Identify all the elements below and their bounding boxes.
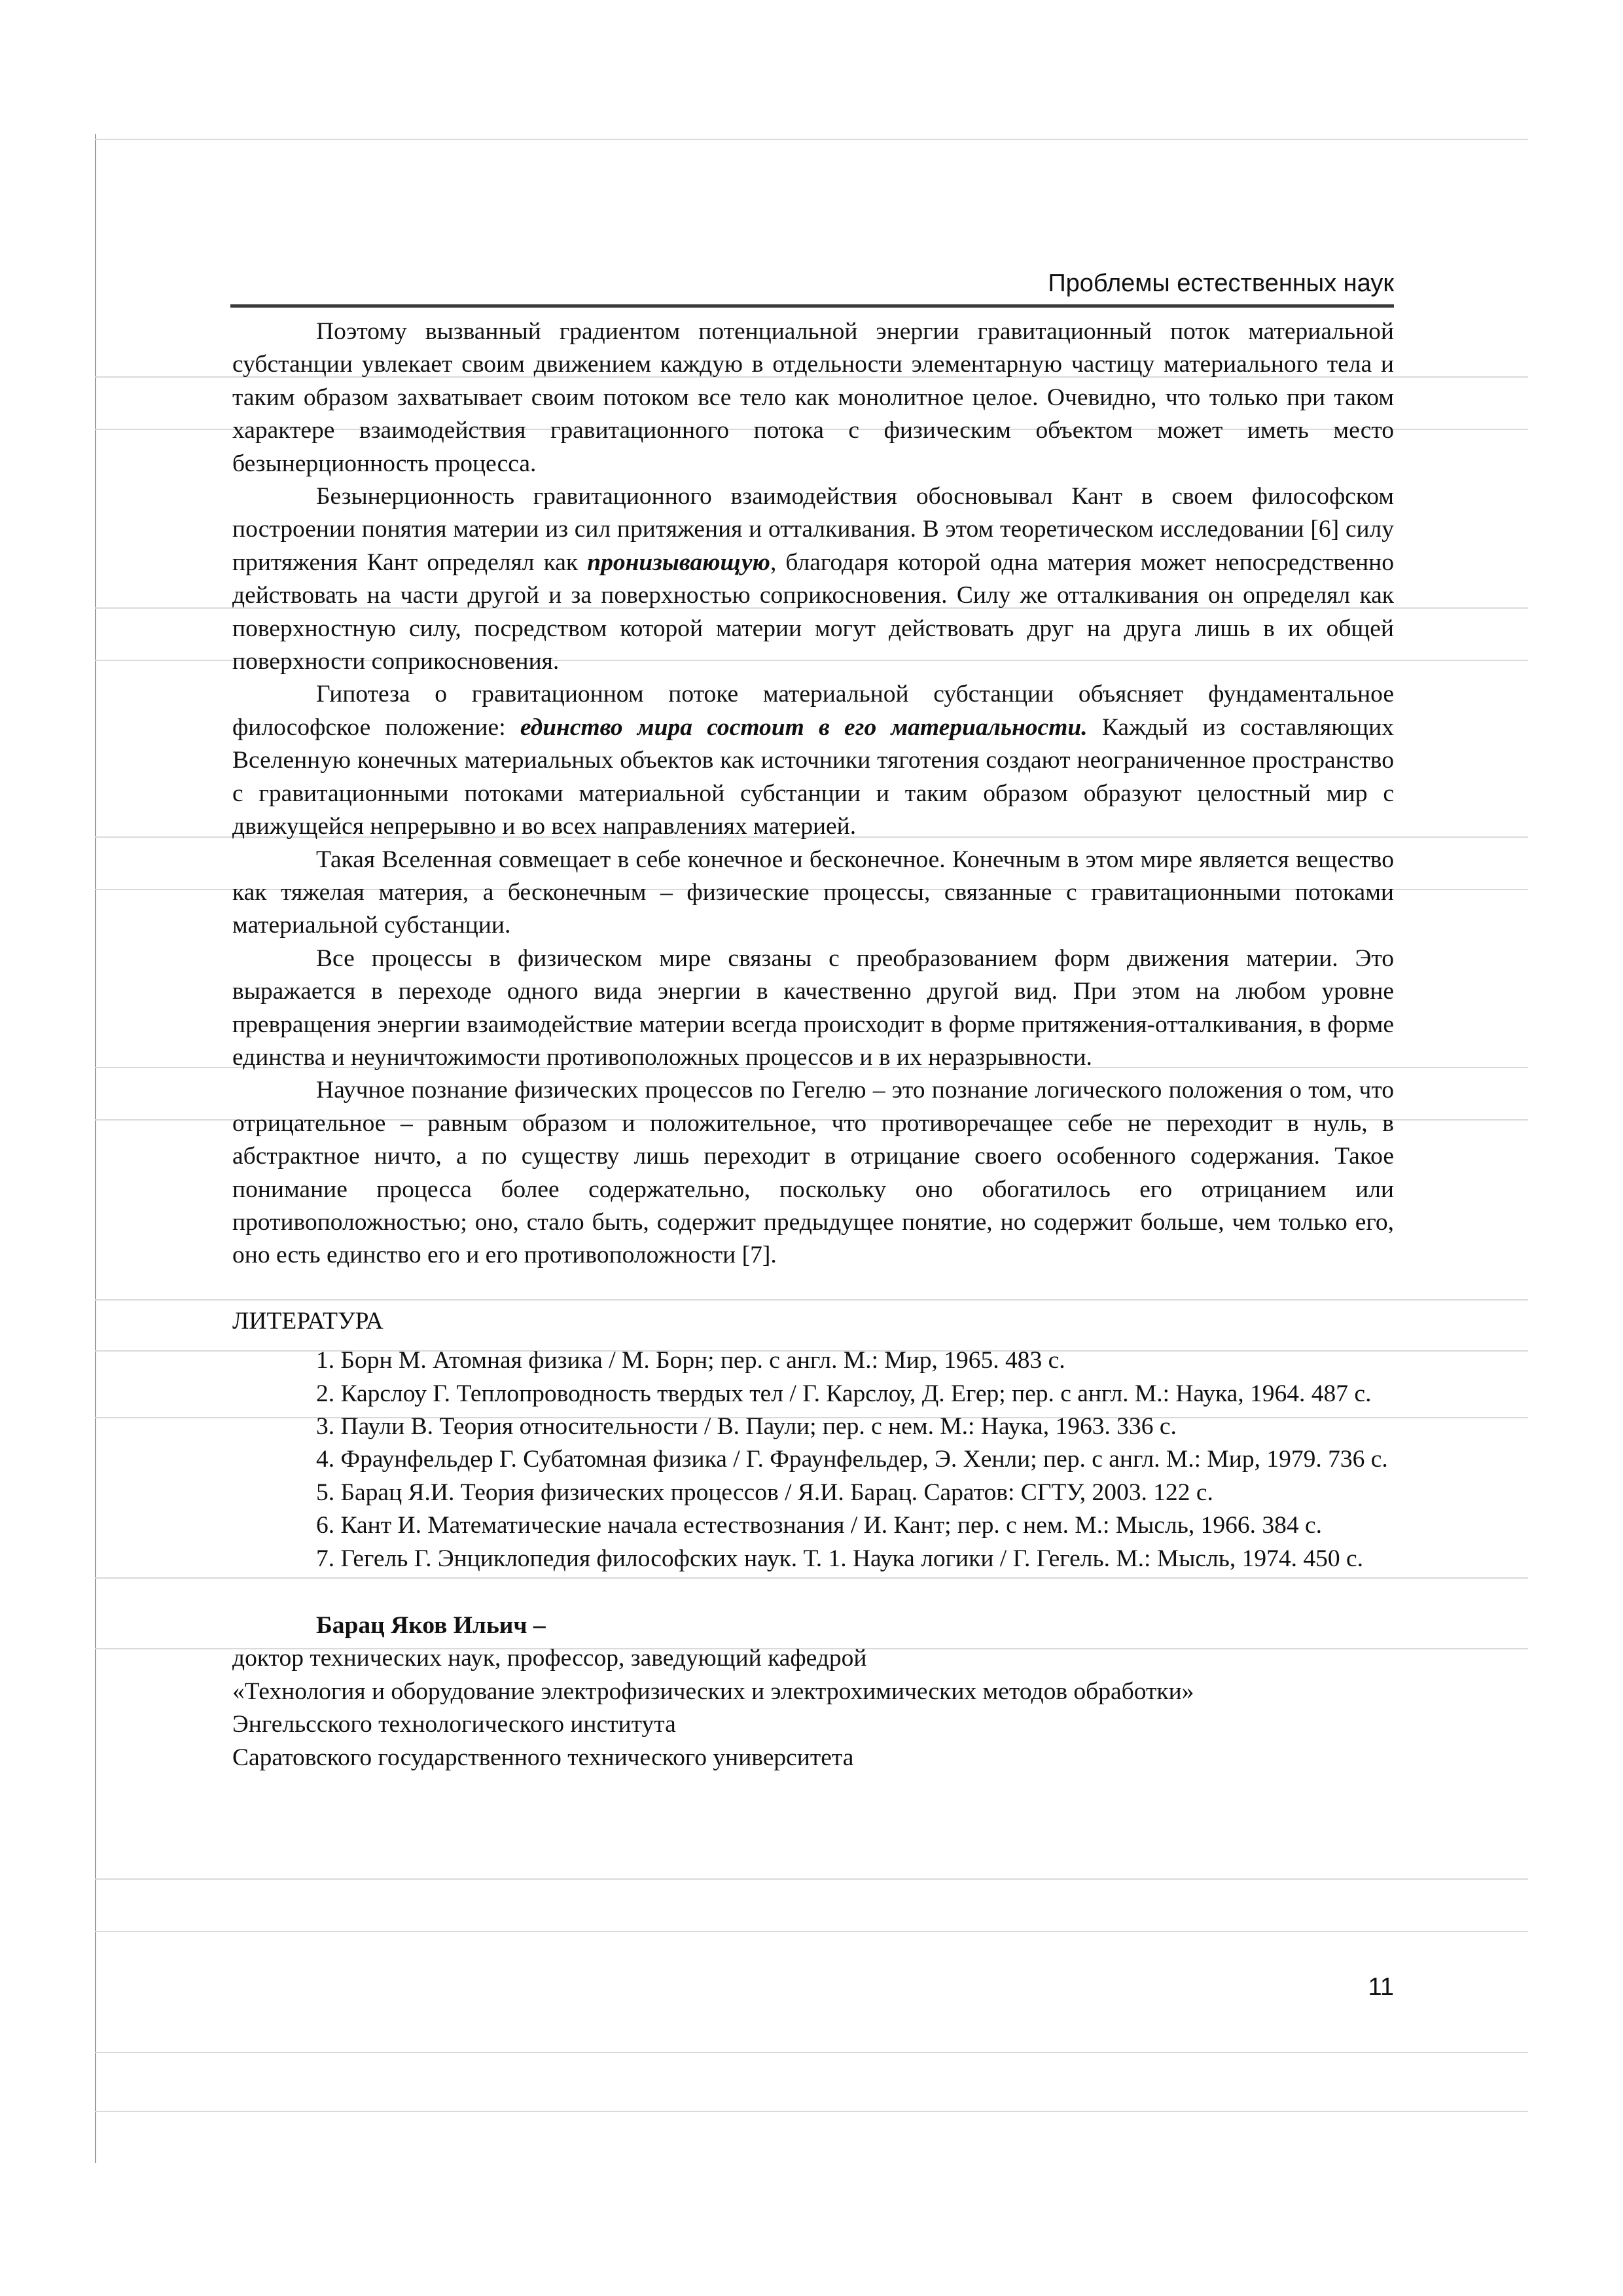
reference-item: 2. Карслоу Г. Теплопроводность твердых тел / Г. Карслоу, Д. Егер; пер. с англ. М.: Наука, 1964. 487 с.	[316, 1380, 1372, 1407]
paragraph-text: , благодаря которой одна материя может непосредственно действовать на части другой и за поверхностью соприкосновения. Силу же отталкивания он определял как поверхностную силу, посредством которой материи могут действовать друг на друга лишь в их общей поверхности соприкосновения.	[232, 548, 1395, 675]
reference-item: 6. Кант И. Математические начала естествознания / И. Кант; пер. с нем. М.: Мысль, 1966. 384 с.	[316, 1512, 1322, 1539]
references-list	[232, 1344, 1394, 1575]
paragraph-text: Гипотеза о гравитационном потоке материальной субстанции объясняет фундаментальное философское положение:	[232, 681, 1394, 741]
emphasis: единство мира состоит в его материальности.	[520, 713, 1088, 741]
author-info	[232, 1609, 1394, 1774]
grid-line	[95, 2052, 1528, 2053]
reference-item: 7. Гегель Г. Энциклопедия философских наук. Т. 1. Наука логики / Г. Гегель. М.: Мысль, 1974. 450 с.	[316, 1545, 1363, 1572]
page-number: 11	[1368, 1973, 1394, 2001]
reference-item: 1. Борн М. Атомная физика / М. Борн; пер. с англ. М.: Мир, 1965. 483 с.	[316, 1347, 1065, 1374]
running-title: Проблемы естественных наук	[1048, 270, 1394, 297]
paragraph-text: Каждый из составляющих Вселенную конечных материальных объектов как источники тяготения создают неограниченное пространство с гравитационными потоками материальной субстанции и таким образом образуют целостный мир с движущейся непрерывно и во всех направлениях материей.	[232, 713, 1394, 840]
paragraph: Такая Вселенная совмещает в себе конечное и бесконечное. Конечным в этом мире является вещество как тяжелая материя, а бесконечным – физические процессы, связанные с гравитационными потоками материальной субстанции.	[232, 846, 1394, 939]
article-body	[232, 315, 1394, 1774]
author-university: Саратовского государственного технического университета	[232, 1744, 854, 1771]
references-heading: ЛИТЕРАТУРА	[232, 1307, 383, 1335]
margin-rule	[95, 134, 96, 2163]
reference-item: 5. Барац Я.И. Теория физических процессов / Я.И. Барац. Саратов: СГТУ, 2003. 122 с.	[316, 1479, 1213, 1506]
paragraph: Научное познание физических процессов по Гегелю – это познание логического положения о том, что отрицательное – равным образом и положительное, что противоречащее себе не переходит в нуль, в абстрактное ничто, а по существу лишь переходит в отрицание своего особенного содержания. Такое понимание процесса более содержательно, поскольку оно обогатилось его отрицанием или противоположностью; оно, стало быть, содержит предыдущее понятие, но содержит больше, чем только его, оно есть единство его и его противоположности [7].	[232, 1077, 1394, 1269]
author-institute: Энгельсского технологического института	[232, 1711, 676, 1738]
paragraph	[232, 480, 1394, 678]
grid-line	[95, 1931, 1528, 1932]
running-header	[230, 265, 1394, 308]
grid-line	[95, 1878, 1528, 1880]
paragraph	[232, 678, 1394, 843]
paragraph: Поэтому вызванный градиентом потенциальной энергии гравитационный поток материальной субстанции увлекает своим движением каждую в отдельности элементарную частицу материального тела и таким образом захватывает своим потоком все тело как монолитное целое. Очевидно, что только при таком характере взаимодействия гравитационного потока с физическим объектом может иметь место безынерционность процесса.	[232, 318, 1394, 477]
reference-item: 3. Паули В. Теория относительности / В. Паули; пер. с нем. М.: Наука, 1963. 336 с.	[316, 1413, 1177, 1440]
author-name: Барац Яков Ильич –	[316, 1612, 546, 1640]
grid-line	[95, 139, 1528, 140]
reference-item: 4. Фраунфельдер Г. Субатомная физика / Г. Фраунфельдер, Э. Хенли; пер. с англ. М.: Мир, 1979. 736 с.	[316, 1446, 1388, 1473]
grid-line	[95, 2111, 1528, 2112]
author-title: доктор технических наук, профессор, заведующий кафедрой	[232, 1645, 867, 1672]
emphasis: пронизывающую	[587, 548, 770, 576]
paragraph-text: Безынерционность гравитационного взаимодействия обосновывал Кант в своем философском построении понятия материи из сил притяжения и отталкивания. В этом теоретическом исследовании [6] силу притяжения Кант определял как	[232, 483, 1394, 576]
paragraph: Все процессы в физическом мире связаны с преобразованием форм движения материи. Это выражается в переходе одного вида энергии в качественно другой вид. При этом на любом уровне превращения энергии взаимодействие материи всегда происходит в форме притяжения-отталкивания, в форме единства и неуничтожимости противоположных процессов и в их неразрывности.	[232, 944, 1394, 1071]
author-department: «Технология и оборудование электрофизических и электрохимических методов обработки»	[232, 1677, 1194, 1705]
